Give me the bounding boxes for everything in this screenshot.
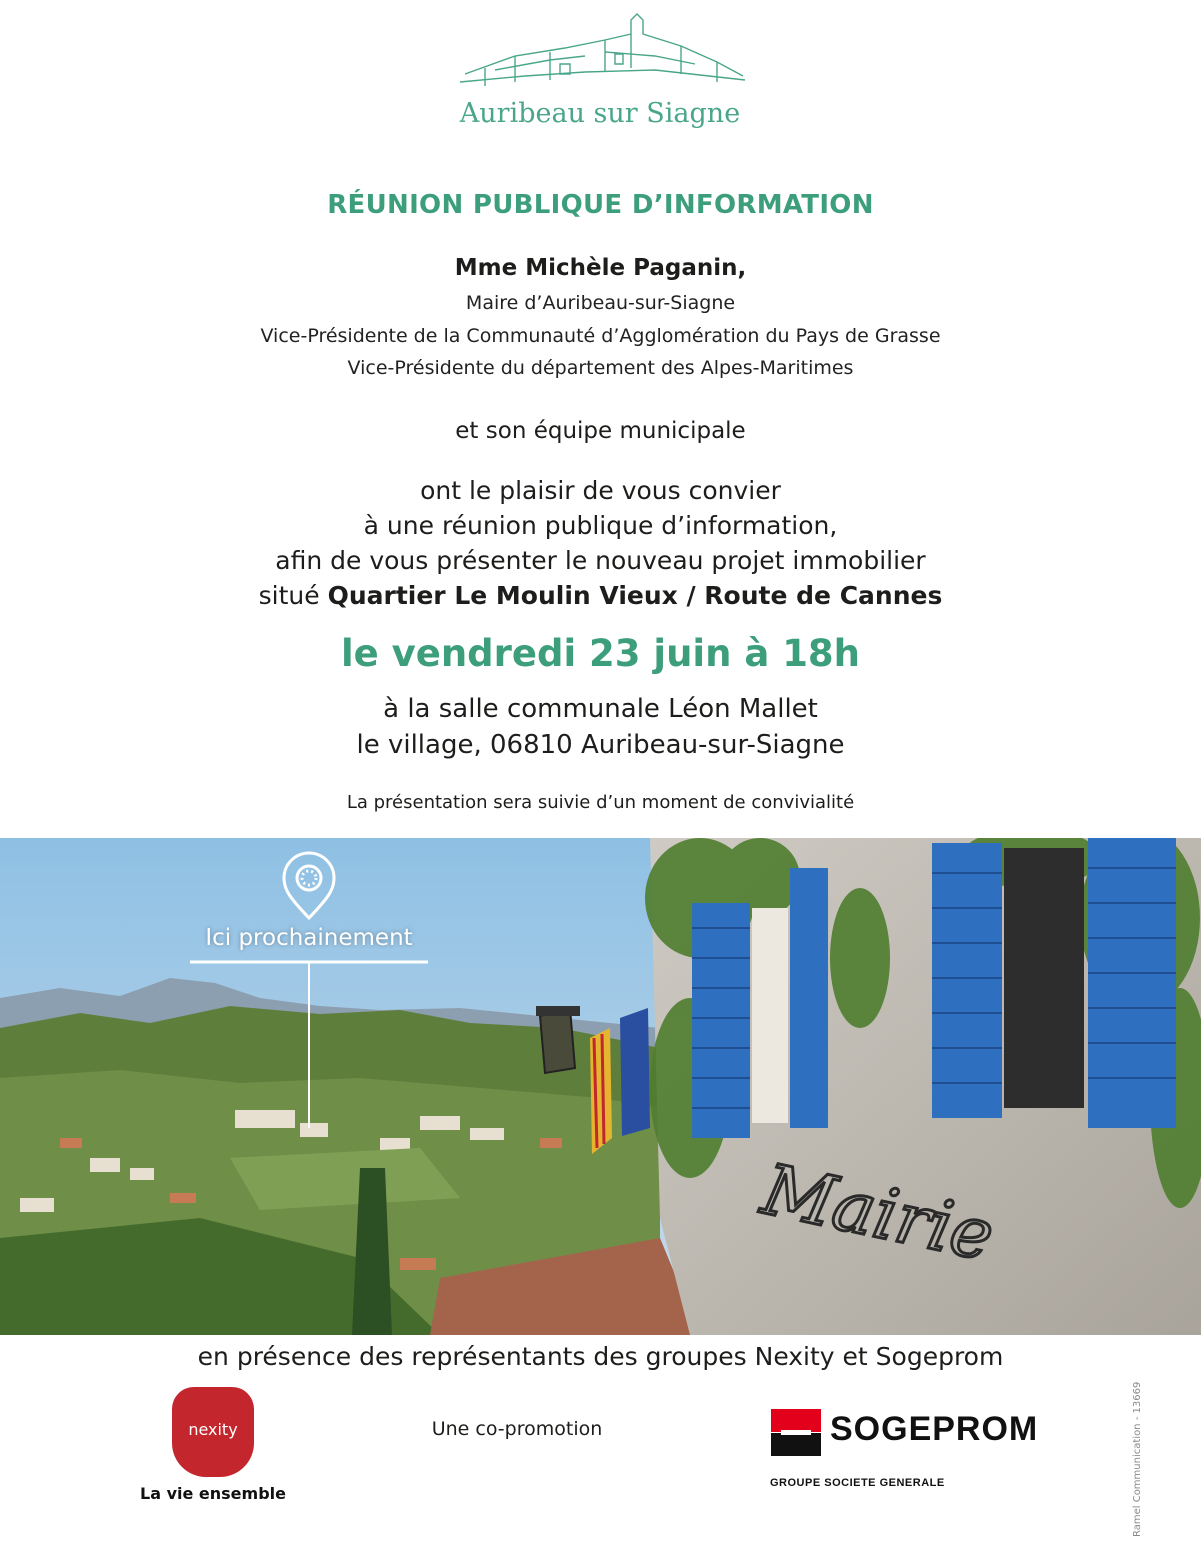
mairie-wall-lettering: Mairie: [755, 1148, 1001, 1277]
copromotion-label: Une co-promotion: [431, 1418, 603, 1440]
logo-wordmark: Auribeau sur Siagne: [459, 98, 741, 129]
nexity-tagline: La vie ensemble: [140, 1484, 286, 1503]
sogeprom-logo: [771, 1409, 821, 1456]
host-name: Mme Michèle Paganin,: [454, 255, 747, 281]
village-photo: [0, 838, 1201, 1335]
venue-line-1: à la salle communale Léon Mallet: [383, 694, 818, 724]
host-role-mayor: Maire d’Auribeau-sur-Siagne: [465, 292, 736, 314]
invitation-location-prefix: situé: [258, 581, 328, 610]
nexity-logo-text: nexity: [188, 1420, 238, 1439]
host-role-agglomeration: Vice-Présidente de la Communauté d’Agglomération du Pays de Grasse: [260, 325, 941, 347]
venue-line-2: le village, 06810 Auribeau-sur-Siagne: [356, 730, 845, 760]
print-credit: Ramel Communication - 13669: [1132, 1381, 1143, 1537]
invitation-location: Quartier Le Moulin Vieux / Route de Cannes: [327, 581, 943, 610]
sogeprom-group: GROUPE SOCIETE GENERALE: [770, 1477, 945, 1489]
invitation-line-3: afin de vous présenter le nouveau projet immobilier: [275, 546, 926, 575]
sogeprom-wordmark: SOGEPROM: [830, 1410, 1039, 1448]
followup-note: La présentation sera suivie d’un moment de convivialité: [346, 792, 855, 813]
host-role-department: Vice-Présidente du département des Alpes-Maritimes: [347, 357, 854, 379]
invitation-line-1: ont le plaisir de vous convier: [420, 476, 781, 505]
coming-soon-label: Ici prochainement: [205, 925, 413, 951]
event-date: le vendredi 23 juin à 18h: [340, 632, 861, 675]
page-title: RÉUNION PUBLIQUE D’INFORMATION: [327, 190, 874, 220]
invitation-line-2: à une réunion publique d’information,: [363, 511, 838, 540]
invitation-line-4: [0, 578, 1201, 613]
host-team: et son équipe municipale: [455, 418, 746, 444]
presence-note: en présence des représentants des groupes Nexity et Sogeprom: [197, 1342, 1004, 1371]
